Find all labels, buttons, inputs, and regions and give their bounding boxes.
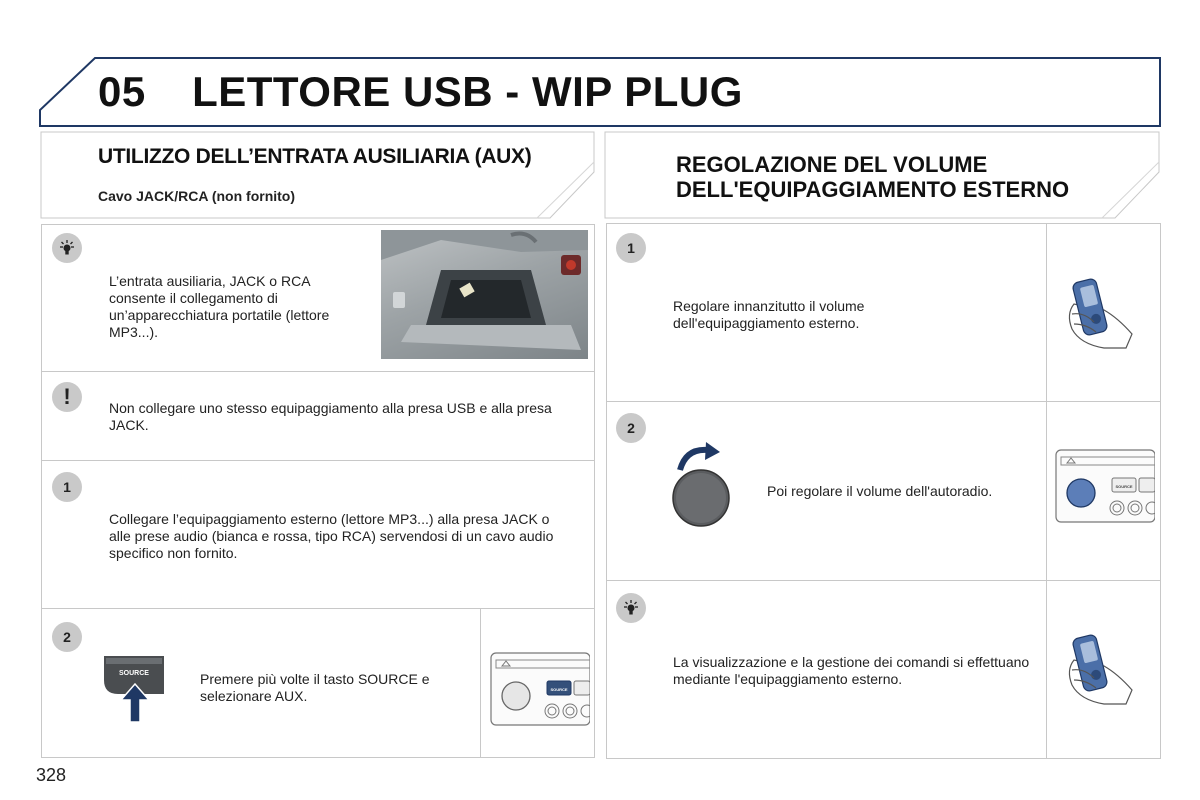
lightbulb-icon (616, 593, 646, 623)
exclamation-icon: ! (52, 382, 82, 412)
arrow-up-icon (119, 682, 151, 724)
left-section-header-frame (0, 0, 600, 220)
chapter-number: 05 (98, 68, 146, 115)
right-section-title (676, 152, 1069, 202)
radio-panel-graphic (1055, 449, 1155, 523)
step-number: 1 (616, 233, 646, 263)
step1-text: Collegare l’equipaggiamento esterno (lettore MP3...) alla presa JACK o alle prese audio (bianca e rossa, tipo RCA) servendosi di un cavo audio specifico non fornito. (109, 511, 554, 561)
right-step2-text: Poi regolare il volume dell'autoradio. (767, 483, 993, 499)
right-step1-text: Regolare innanzitutto il volume dell'equipaggiamento esterno. (673, 298, 865, 331)
warning-text: Non collegare uno stesso equipaggiamento alla presa USB e alla presa JACK. (109, 400, 552, 433)
handheld-device-icon (1064, 274, 1138, 354)
right-section-title-line2: DELL'EQUIPAGGIAMENTO ESTERNO (676, 177, 1070, 202)
step-number: 2 (52, 622, 82, 652)
glovebox-photo (381, 230, 588, 359)
left-section-title: UTILIZZO DELL’ENTRATA AUSILIARIA (AUX) (98, 145, 532, 168)
volume-knob-icon (668, 440, 732, 530)
right-section-title-line1: REGOLAZIONE DEL VOLUME (676, 152, 988, 177)
left-section-subtitle: Cavo JACK/RCA (non fornito) (98, 188, 296, 204)
tip-text: L’entrata ausiliaria, JACK o RCA consente il collegamento di un’apparecchiatura portatile (lettore MP3...). (109, 273, 330, 340)
source-button-label: SOURCE (119, 670, 149, 677)
lightbulb-icon (52, 233, 82, 263)
right-tip-text: La visualizzazione e la gestione dei comandi si effettuano mediante l'equipaggiamento esterno. (673, 654, 1030, 687)
divider (606, 401, 1161, 402)
page-number: 328 (36, 765, 67, 785)
radio-panel-graphic (490, 652, 590, 726)
radio-source-label: SOURCE (550, 687, 568, 692)
divider (41, 608, 595, 609)
handheld-device-icon (1064, 630, 1138, 710)
chapter-title: LETTORE USB - WIP PLUG (192, 68, 743, 115)
divider (41, 371, 595, 372)
divider (480, 608, 481, 758)
step2-text: Premere più volte il tasto SOURCE e selezionare AUX. (200, 671, 430, 704)
step-number: 2 (616, 413, 646, 443)
step-number: 1 (52, 472, 82, 502)
divider (606, 580, 1161, 581)
divider (1046, 223, 1047, 759)
divider (41, 460, 595, 461)
radio-source-label: SOURCE (1115, 484, 1133, 489)
